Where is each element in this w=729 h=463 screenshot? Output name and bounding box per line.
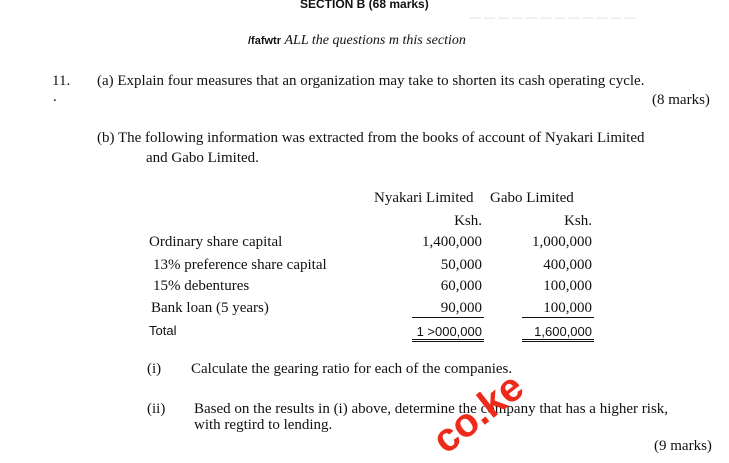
total-rule-nyakari: [412, 339, 484, 342]
part-a-marks: (8 marks): [652, 92, 710, 108]
table-cell-gabo: 100,000: [543, 278, 592, 294]
subquestion-i-text: Calculate the gearing ratio for each of the companies.: [191, 361, 513, 377]
column-header-nyakari: Nyakari Limited: [374, 190, 474, 206]
section-title: SECTION B (68 marks): [300, 0, 429, 11]
table-cell-nyakari: 50,000: [440, 257, 482, 273]
watermark-logo: co.ke: [424, 364, 532, 463]
currency-gabo: Ksh.: [564, 213, 592, 229]
subtotal-rule-nyakari: [412, 317, 484, 318]
table-row-label: 15% debentures: [153, 278, 250, 294]
table-row-label: 13% preference share capital: [153, 257, 327, 273]
subquestion-ii-label: (ii): [147, 401, 166, 417]
part-b-intro-line2: and Gabo Limited.: [146, 150, 259, 166]
table-total-gabo: 1,600,000: [534, 324, 592, 339]
subquestion-ii-line1: Based on the results in (i) above, determine the company that has a higher risk,: [194, 401, 669, 417]
question-number: 11.: [52, 73, 71, 89]
subquestion-marks: (9 marks): [654, 438, 712, 454]
subtotal-rule-gabo: [522, 317, 594, 318]
table-cell-nyakari: 60,000: [440, 278, 482, 294]
table-total-label: Total: [149, 323, 177, 338]
subquestion-i-label: (i): [147, 361, 162, 377]
bleed-through-text: — — — — — — — — — — — —: [470, 12, 636, 24]
instruction-prefix: /fafwtr: [248, 35, 281, 47]
part-a-text: (a) Explain four measures that an organization may take to shorten its cash operating cycle.: [97, 73, 645, 89]
currency-nyakari: Ksh.: [454, 213, 482, 229]
table-total-nyakari: 1 >000,000: [416, 324, 482, 339]
table-row-label: Bank loan (5 years): [151, 300, 269, 316]
table-cell-gabo: 100,000: [543, 300, 592, 316]
stray-dot: .: [53, 89, 57, 105]
part-b-intro-line1: (b) The following information was extracted from the books of account of Nyakari Limited: [97, 130, 645, 146]
total-rule-gabo: [522, 339, 594, 342]
table-cell-nyakari: 90,000: [440, 300, 482, 316]
subquestion-ii-line2: with regtird to lending.: [194, 417, 333, 433]
instruction-text: ALL the questions m this section: [284, 33, 466, 48]
table-cell-gabo: 400,000: [543, 257, 592, 273]
column-header-gabo: Gabo Limited: [490, 190, 574, 206]
table-cell-gabo: 1,000,000: [532, 234, 592, 250]
section-instruction: [248, 33, 466, 49]
table-row-label: Ordinary share capital: [149, 234, 283, 250]
table-cell-nyakari: 1,400,000: [422, 234, 482, 250]
